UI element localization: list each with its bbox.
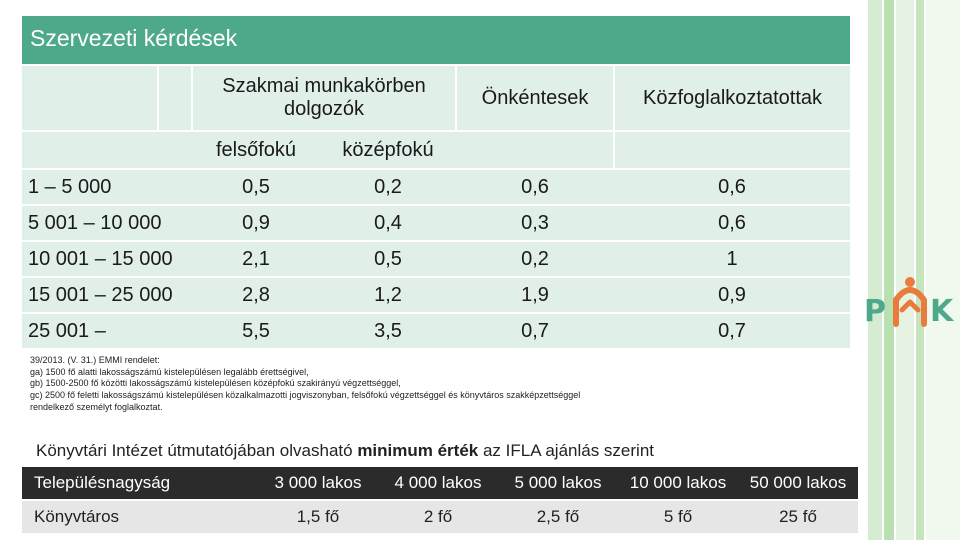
svg-text:K: K bbox=[930, 294, 954, 329]
subheader-empty-cell bbox=[22, 131, 192, 169]
cell-population-range: 25 001 – bbox=[22, 313, 192, 349]
cell-secondary: 0,4 bbox=[320, 205, 456, 241]
cell-secondary: 3,5 bbox=[320, 313, 456, 349]
note-line: 39/2013. (V. 31.) EMMI rendelet: bbox=[30, 355, 160, 365]
cell-volunteers: 0,7 bbox=[456, 313, 614, 349]
header-empty-cell bbox=[158, 66, 192, 131]
lib-header-label: Településnagyság bbox=[22, 467, 258, 500]
lib-row-label: Könyvtáros bbox=[22, 500, 258, 533]
intro-text-before: Könyvtári Intézet útmutatójában olvasható bbox=[36, 441, 358, 460]
cell-population-range: 1 – 5 000 bbox=[22, 169, 192, 205]
lib-cell-value: 5 fő bbox=[618, 500, 738, 533]
subheader-empty-cell bbox=[614, 131, 850, 169]
lib-header-size: 4 000 lakos bbox=[378, 467, 498, 500]
cell-public-workers: 0,9 bbox=[614, 277, 850, 313]
table-row bbox=[22, 313, 850, 349]
cell-volunteers: 1,9 bbox=[456, 277, 614, 313]
pmk-logo bbox=[862, 272, 960, 332]
cell-higher: 0,5 bbox=[192, 169, 320, 205]
lib-cell-value: 1,5 fő bbox=[258, 500, 378, 533]
cell-secondary: 1,2 bbox=[320, 277, 456, 313]
cell-higher: 2,8 bbox=[192, 277, 320, 313]
cell-public-workers: 1 bbox=[614, 241, 850, 277]
cell-population-range: 15 001 – 25 000 bbox=[22, 277, 192, 313]
lib-data-row bbox=[22, 500, 858, 533]
cell-public-workers: 0,6 bbox=[614, 169, 850, 205]
lib-cell-value: 25 fő bbox=[738, 500, 858, 533]
lib-cell-value: 2 fő bbox=[378, 500, 498, 533]
subheader-higher: felsőfokú bbox=[192, 131, 320, 169]
svg-text:P: P bbox=[864, 294, 886, 329]
lib-header-size: 3 000 lakos bbox=[258, 467, 378, 500]
lib-cell-value: 2,5 fő bbox=[498, 500, 618, 533]
page-title: Szervezeti kérdések bbox=[22, 16, 850, 64]
table-row bbox=[22, 205, 850, 241]
cell-population-range: 10 001 – 15 000 bbox=[22, 241, 192, 277]
note-line: gc) 2500 fő feletti lakosságszámú kistelepülésen közalkalmazotti jogviszonyban, felsőfokú végzettséggel és könyvtáros szakképzettséggel bbox=[30, 390, 581, 401]
cell-public-workers: 0,6 bbox=[614, 205, 850, 241]
cell-volunteers: 0,3 bbox=[456, 205, 614, 241]
intro-text-after: az IFLA ajánlás szerint bbox=[478, 441, 655, 460]
lib-header-size: 10 000 lakos bbox=[618, 467, 738, 500]
cell-higher: 5,5 bbox=[192, 313, 320, 349]
library-staff-table bbox=[22, 467, 858, 533]
table-header-row bbox=[22, 66, 850, 131]
cell-higher: 0,9 bbox=[192, 205, 320, 241]
subheader-secondary: középfokú bbox=[320, 131, 456, 169]
cell-volunteers: 0,6 bbox=[456, 169, 614, 205]
library-intro-text bbox=[36, 441, 654, 461]
header-volunteers: Önkéntesek bbox=[456, 66, 614, 131]
intro-text-bold: minimum érték bbox=[357, 441, 479, 460]
lib-header-row bbox=[22, 467, 858, 500]
header-public-workers: Közfoglalkoztatottak bbox=[614, 66, 850, 131]
cell-public-workers: 0,7 bbox=[614, 313, 850, 349]
cell-volunteers: 0,2 bbox=[456, 241, 614, 277]
cell-higher: 2,1 bbox=[192, 241, 320, 277]
decorative-stripes bbox=[868, 0, 960, 540]
lib-header-size: 50 000 lakos bbox=[738, 467, 858, 500]
lib-header-size: 5 000 lakos bbox=[498, 467, 618, 500]
table-row bbox=[22, 277, 850, 313]
header-empty-cell bbox=[22, 66, 158, 131]
note-line: gb) 1500-2500 fő közötti lakosságszámú kistelepülésen középfokú szakirányú végzettséggel, bbox=[30, 378, 401, 389]
table-subheader-row bbox=[22, 131, 850, 169]
subheader-empty-cell bbox=[456, 131, 614, 169]
cell-secondary: 0,2 bbox=[320, 169, 456, 205]
table-row bbox=[22, 241, 850, 277]
header-professional: Szakmai munkakörben dolgozók bbox=[192, 66, 456, 131]
note-line: rendelkező személyt foglalkoztat. bbox=[30, 401, 163, 412]
cell-secondary: 0,5 bbox=[320, 241, 456, 277]
staff-table bbox=[22, 66, 850, 350]
cell-population-range: 5 001 – 10 000 bbox=[22, 205, 192, 241]
note-line: ga) 1500 fő alatti lakosságszámú kistelepülésen legalább érettségivel, bbox=[30, 366, 309, 377]
regulation-note bbox=[30, 355, 830, 414]
table-row bbox=[22, 169, 850, 205]
